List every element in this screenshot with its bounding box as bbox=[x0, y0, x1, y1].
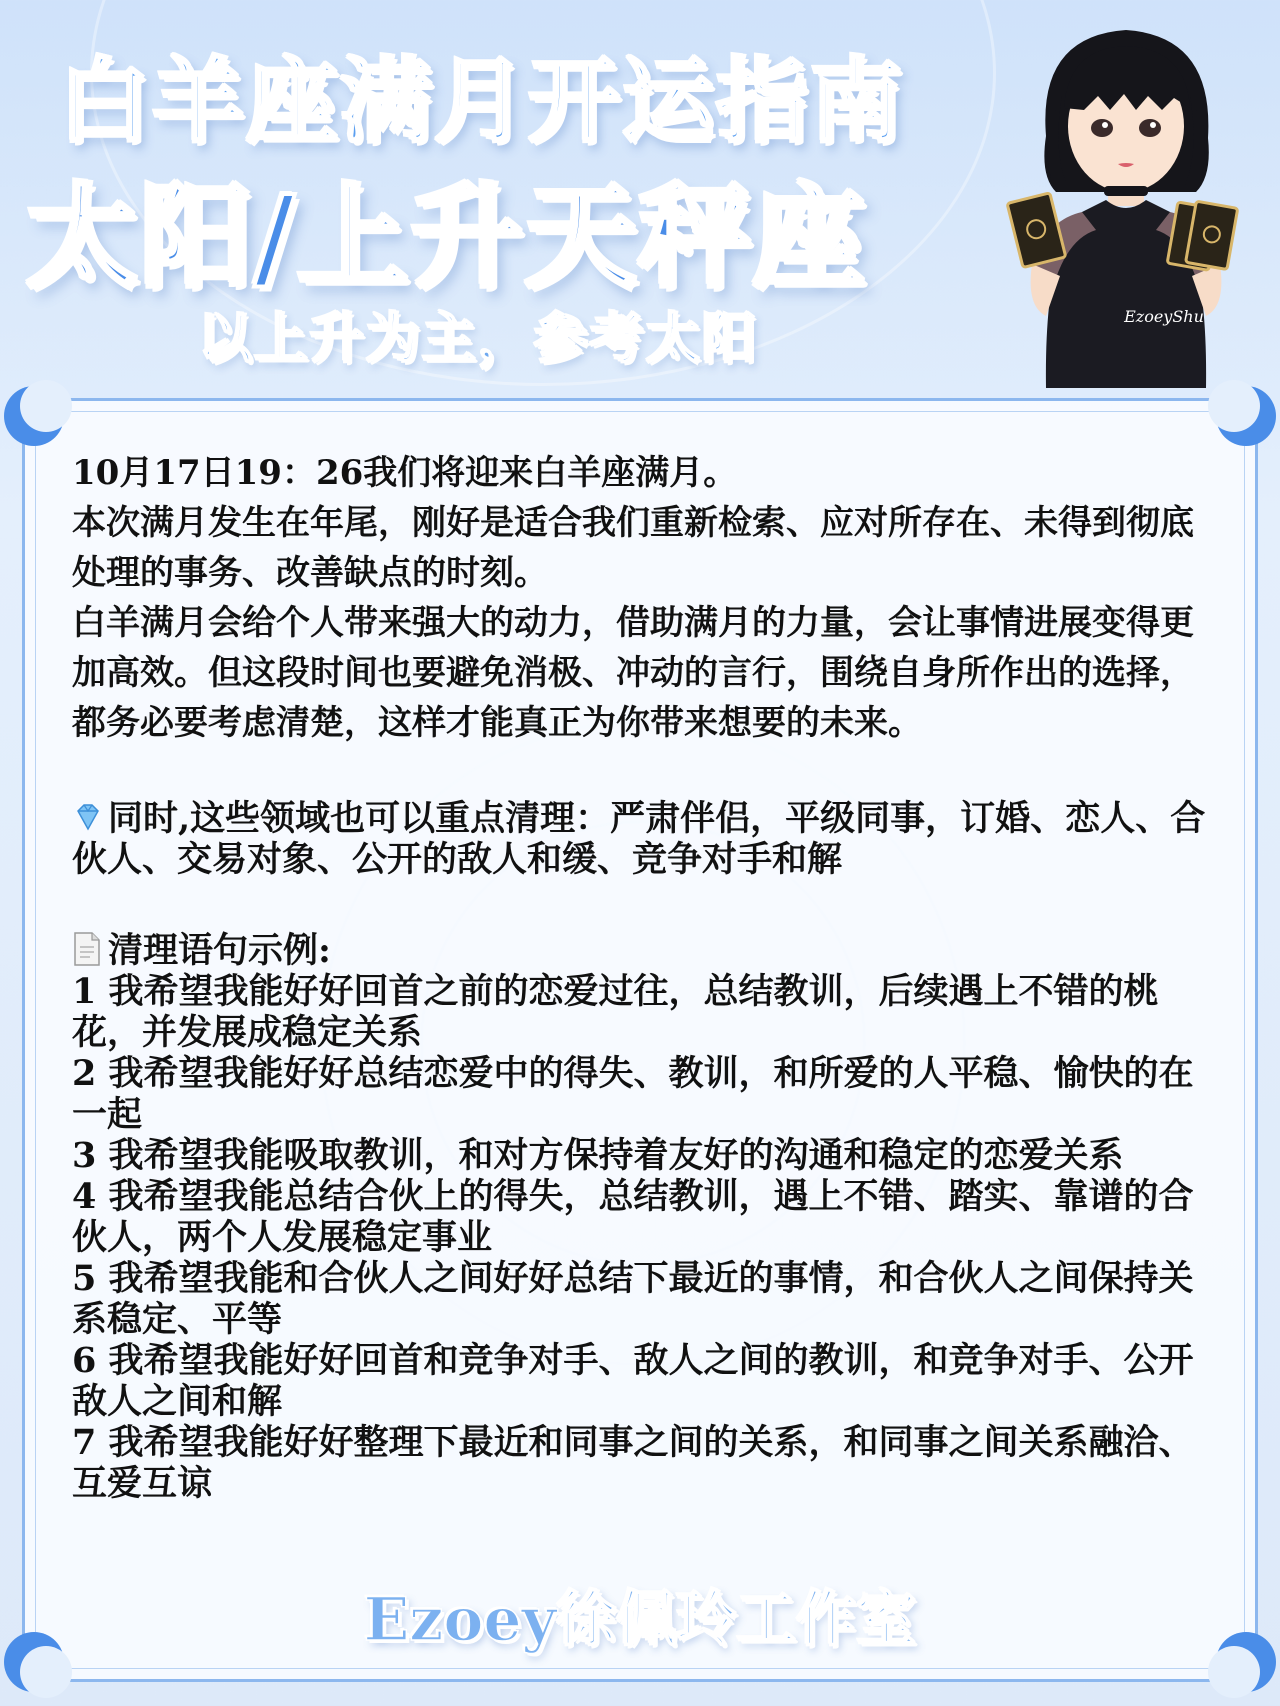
example-item: 3 我希望我能吸取教训，和对方保持着友好的沟通和稳定的恋爱关系 bbox=[72, 1135, 1124, 1176]
subtitle: 以上升为主，参考太阳 bbox=[198, 307, 758, 370]
example-item: 2 我希望我能好好总结恋爱中的得失、教训，和所爱的人平稳、愉快的在一起 bbox=[72, 1053, 1194, 1135]
moon-corner-top-left-icon bbox=[0, 376, 74, 456]
focus-text: 同时,这些领域也可以重点清理：严肃伴侣，平级同事，订婚、恋人、合伙人、交易对象、公开的敌人和缓、竞争对手和解 bbox=[72, 798, 1206, 880]
moon-corner-top-right-icon bbox=[1206, 376, 1280, 456]
example-item: 5 我希望我能和合伙人之间好好总结下最近的事情，和合伙人之间保持关系稳定、平等 bbox=[72, 1258, 1194, 1340]
document-icon bbox=[72, 931, 102, 967]
gem-icon bbox=[72, 801, 104, 833]
artist-signature: EzoeyShu bbox=[1124, 307, 1204, 326]
examples-heading: 清理语句示例: bbox=[108, 930, 331, 971]
examples-heading-row bbox=[72, 930, 1212, 971]
example-item: 1 我希望我能好好回首之前的恋爱过往，总结教训，后续遇上不错的桃花，并发展成稳定关系 bbox=[72, 971, 1159, 1053]
intro-paragraph-2: 白羊满月会给个人带来强大的动力，借助满月的力量，会让事情进展变得更加高效。但这段时间也要避免消极、冲动的言行，围绕自身所作出的选择，都务必要考虑清楚，这样才能真正为你带来想要的未来。 bbox=[72, 603, 1194, 743]
intro-paragraph-1: 本次满月发生在年尾，刚好是适合我们重新检索、应对所存在、未得到彻底处理的事务、改善缺点的时刻。 bbox=[72, 503, 1194, 593]
tarot-reader-illustration bbox=[986, 16, 1266, 388]
title-line-1: 白羊座满月开运指南 bbox=[58, 48, 905, 155]
article-body bbox=[72, 448, 1212, 1504]
intro-date-line: 10月17日19：26我们将迎来白羊座满月。 bbox=[72, 453, 738, 493]
example-item: 4 我希望我能总结合伙上的得失，总结教训，遇上不错、踏实、靠谱的合伙人，两个人发展稳定事业 bbox=[72, 1176, 1194, 1258]
example-item: 7 我希望我能好好整理下最近和同事之间的关系，和同事之间关系融洽、互爱互谅 bbox=[72, 1422, 1194, 1504]
focus-areas bbox=[72, 798, 1212, 880]
example-item: 6 我希望我能好好回首和竞争对手、敌人之间的教训，和竞争对手、公开敌人之间和解 bbox=[72, 1340, 1194, 1422]
title-line-2: 太阳/上升天秤座 bbox=[26, 173, 867, 303]
studio-name: Ezoey徐佩玲工作室 bbox=[363, 1585, 917, 1655]
